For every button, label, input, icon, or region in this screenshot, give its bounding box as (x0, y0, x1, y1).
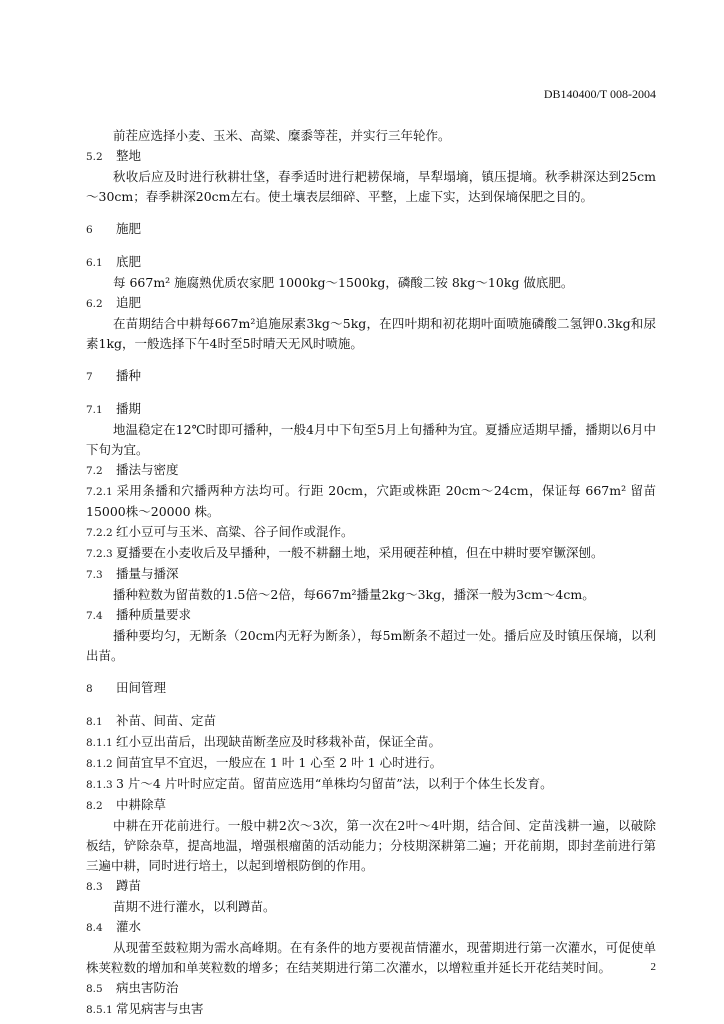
section-number: 7.1 (86, 404, 103, 416)
clause-text: 红小豆出苗后，出现缺苗断垄应及时移栽补苗，保证全苗。 (116, 734, 442, 749)
section-number: 7.4 (86, 610, 103, 622)
heading-8-2 (86, 795, 656, 816)
section-title: 田间管理 (116, 680, 167, 695)
heading-8-3 (86, 876, 656, 897)
spacer (86, 354, 656, 366)
document-id: DB140400/T 008-2004 (543, 87, 656, 101)
clause-number: 8.1.1 (86, 737, 113, 749)
clause-number: 8.1.3 (86, 779, 113, 791)
clause-number: 7.2.1 (86, 486, 113, 498)
heading-7-1 (86, 399, 656, 420)
clause-8-5-1 (86, 999, 656, 1020)
clause-8-1-3 (86, 774, 656, 795)
clause-text: 间苗宜早不宜迟，一般应在 1 叶 1 心至 2 叶 1 心时进行。 (116, 755, 443, 770)
clause-number: 8.1.2 (86, 758, 113, 770)
section-title: 灌水 (116, 919, 142, 934)
section-title: 播量与播深 (116, 566, 179, 581)
heading-6-1 (86, 252, 656, 273)
clause-7-2-2 (86, 522, 656, 543)
clause-text: 3 片～4 片叶时应定苗。留苗应选用“单株均匀留苗”法，以利于个体生长发育。 (116, 776, 553, 791)
section-number: 8.4 (86, 922, 103, 934)
paragraph-5-2: 秋收后应及时进行秋耕壮垡，春季适时进行耙耢保墒，旱犁塌墒，镇压提墒。秋季耕深达到25cm～30cm；春季耕深20cm左右。使土壤表层细碎、平整，上虚下实，达到保墒保肥之目的。 (86, 169, 656, 204)
section-title: 病虫害防治 (116, 980, 179, 995)
section-title: 追肥 (116, 295, 142, 310)
section-title: 播法与密度 (116, 462, 179, 477)
section-number: 8.3 (86, 881, 103, 893)
heading-6-2 (86, 293, 656, 314)
paragraph-6-1: 每 667m² 施腐熟优质农家肥 1000kg～1500kg，磷酸二铵 8kg～10kg 做底肥。 (113, 275, 574, 290)
spacer (86, 207, 656, 219)
section-number: 8.1 (86, 716, 103, 728)
section-title: 中耕除草 (116, 797, 167, 812)
paragraph-rotation: 前茬应选择小麦、玉米、高粱、糜黍等茬，并实行三年轮作。 (113, 128, 451, 143)
paragraph-7-1: 地温稳定在12℃时即可播种，一般4月中下旬至5月上旬播种为宜。夏播应适期早播，播期以6月中下旬为宜。 (86, 422, 656, 457)
clause-text: 采用条播和穴播两种方法均可。行距 20cm，穴距或株距 20cm～24cm，保证每 667m² 留苗 15000株～20000 株。 (86, 483, 656, 519)
spacer (86, 240, 656, 252)
heading-7-4 (86, 605, 656, 626)
section-title: 播种质量要求 (116, 607, 192, 622)
heading-7-3 (86, 564, 656, 585)
clause-7-2-3 (86, 543, 656, 564)
clause-8-1-1 (86, 732, 656, 753)
section-number: 7.2 (86, 465, 103, 477)
clause-text: 夏播要在小麦收后及早播种，一般不耕翻土地，采用硬茬种植，但在中耕时要窄镢深刨。 (116, 545, 604, 560)
spacer (86, 666, 656, 678)
heading-5-2 (86, 146, 656, 167)
clause-number: 7.2.2 (86, 527, 113, 539)
heading-8-4 (86, 917, 656, 938)
section-number: 6 (86, 224, 93, 236)
clause-text: 常见病害与虫害 (116, 1001, 204, 1016)
section-title: 整地 (116, 148, 142, 163)
section-number: 8.5 (86, 983, 103, 995)
section-number: 5.2 (86, 151, 103, 163)
paragraph-7-4: 播种要均匀，无断条（20cm内无籽为断条），每5m断条不超过一处。播后应及时镇压保墒，以利出苗。 (86, 628, 656, 663)
clause-number: 7.2.3 (86, 548, 113, 560)
heading-7 (86, 366, 656, 387)
section-number: 8 (86, 683, 93, 695)
section-title: 施肥 (116, 221, 142, 236)
clause-7-2-1 (86, 481, 656, 522)
clause-8-1-2 (86, 753, 656, 774)
spacer (86, 699, 656, 711)
section-title: 底肥 (116, 254, 142, 269)
section-number: 6.2 (86, 298, 103, 310)
heading-8-1 (86, 711, 656, 732)
section-number: 6.1 (86, 257, 103, 269)
paragraph-7-3: 播种粒数为留苗数的1.5倍～2倍，每667m²播量2kg～3kg，播深一般为3cm～4cm。 (113, 587, 595, 602)
paragraph-8-2: 中耕在开花前进行。一般中耕2次～3次，第一次在2叶～4叶期，结合间、定苗浅耕一遍，以破除板结，铲除杂草，提高地温，增强根瘤菌的活动能力；分枝期深耕第二遍；开花前期，即封垄前进行第三遍中耕，同时进行培土，以起到增根防倒的作用。 (86, 818, 656, 873)
heading-8-5 (86, 978, 656, 999)
section-number: 7 (86, 371, 93, 383)
heading-7-2 (86, 460, 656, 481)
clause-number: 8.5.1 (86, 1004, 113, 1016)
section-title: 补苗、间苗、定苗 (116, 713, 217, 728)
heading-6 (86, 219, 656, 240)
heading-8 (86, 678, 656, 699)
section-title: 播种 (116, 368, 142, 383)
section-number: 7.3 (86, 569, 103, 581)
section-number: 8.2 (86, 800, 103, 812)
spacer (86, 387, 656, 399)
section-title: 播期 (116, 401, 142, 416)
section-title: 蹲苗 (116, 878, 142, 893)
clause-text: 红小豆可与玉米、高粱、谷子间作或混作。 (116, 524, 354, 539)
paragraph-8-3: 苗期不进行灌水，以利蹲苗。 (113, 899, 276, 914)
paragraph-8-4: 从现蕾至鼓粒期为需水高峰期。在有条件的地方要视苗情灌水，现蕾期进行第一次灌水，可促使单株荚粒数的增加和单荚粒数的增多；在结荚期进行第二次灌水，以增粒重并延长开花结荚时间。 (86, 940, 656, 975)
page-number: 2 (650, 961, 656, 973)
paragraph-6-2: 在苗期结合中耕每667m²追施尿素3kg～5kg，在四叶期和初花期叶面喷施磷酸二氢钾0.3kg和尿素1kg，一般选择下午4时至5时晴天无风时喷施。 (86, 316, 656, 351)
document-body (86, 126, 656, 1020)
